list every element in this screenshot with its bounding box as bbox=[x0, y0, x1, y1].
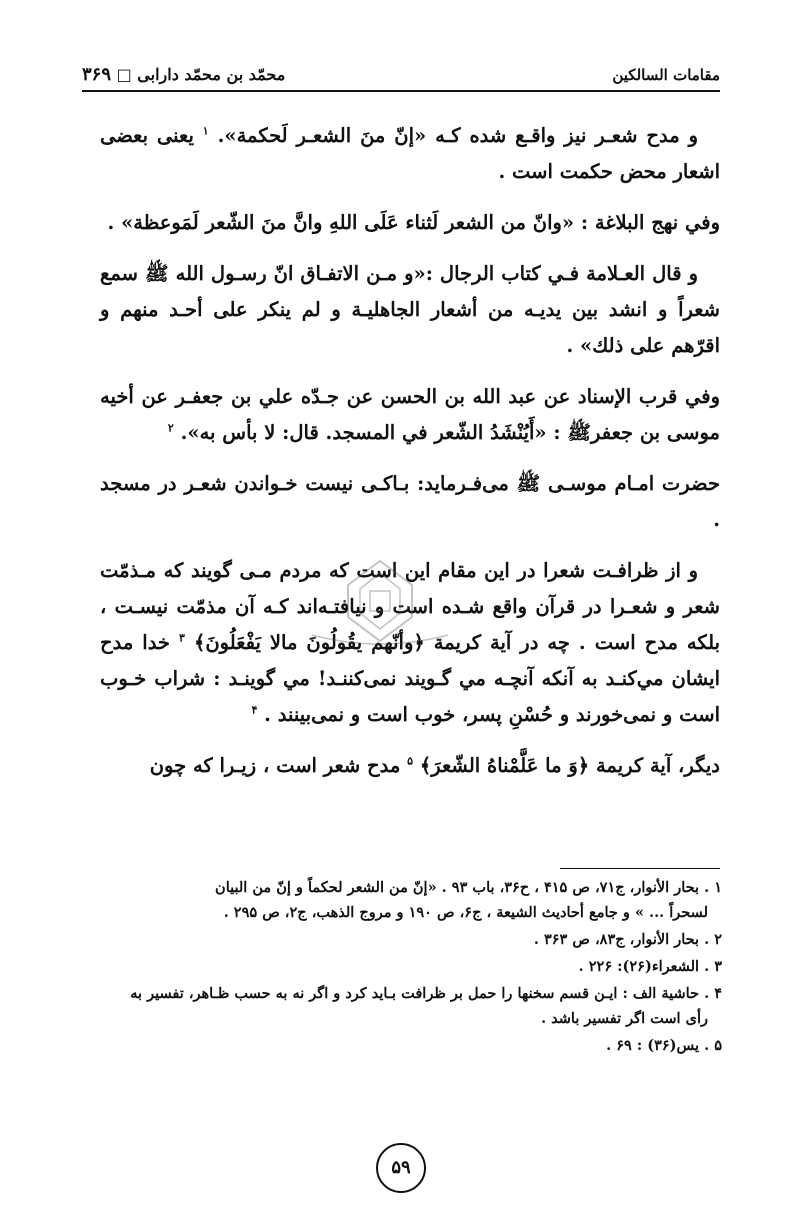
paragraph-text: و از ظرافـت شعرا در اين مقام اين است كه مردم مـی گويند كه مـذمّت شعر و شعـرا در قرآن واقع شـده است و نيافتـه‌اند كـه آن مذمّت نيسـت ، بلكه مدح است . چه در آية كريمة ﴿وأنّهم يقُولُونَ مالا يَفْعَلُونَ﴾ bbox=[100, 559, 721, 654]
main-text bbox=[100, 118, 720, 799]
author-line: محمّد بن محمّد دارابی bbox=[137, 65, 286, 84]
footnote: ۴ . حاشية الف : ايـن قسم سخنها را حمل بر ظرافت بـايد كرد و اگر نه به حسب ظـاهر، تفسير به رأی است اگر تفسير باشد . bbox=[130, 985, 722, 1027]
footnote: ۱ . بحار الأنوار، ج۷۱، ص ۴۱۵ ، ح۳۶، باب ۹۳ . «إنّ من الشعر لحكماً و إنّ من البيان لسحراً ... » و جامع أحاديث الشيعة ، ج۶، ص ۱۹۰ و مروج الذهب، ج۲، ص ۲۹۵ . bbox=[215, 879, 722, 921]
running-header bbox=[82, 60, 720, 92]
paragraph bbox=[100, 256, 720, 364]
paragraph-text: حضرت امـام موسـی ﷺ می‌فـرمايد: بـاکـی نيست خـواندن شعـر در مسجد . bbox=[100, 472, 720, 531]
footnote-ref: ۲ bbox=[167, 421, 174, 435]
footnote: ۵ . يس(۳۶) : ۶۹ . bbox=[606, 1037, 722, 1054]
paragraph bbox=[100, 748, 720, 784]
paragraph-text: ديگر، آية كريمة ﴿وَ ما عَلَّمْناهُ الشّعرَ﴾ bbox=[419, 754, 720, 777]
paragraph-text: و قال العـلامة فـي كتاب الرجال :«و مـن الاتفـاق انّ رسـول الله ﷺ سمع شعراً و انشد بين يديـه من أشعار الجاهليـة و لم ينكر على أحـد منهم و اقرّهم على ذلك» . bbox=[100, 262, 720, 357]
paragraph bbox=[100, 379, 720, 451]
book-title: مقامات السالكين bbox=[612, 66, 720, 84]
footnotes bbox=[100, 875, 722, 1060]
paragraph-text: وفي نهج البلاغة : «وانّ من الشعر لَثناء عَلَى اللهِ وانَّ منَ الشّعر لَمَوعظة» . bbox=[107, 211, 720, 234]
paragraph-text: وفي قرب الإسناد عن عبد الله بن الحسن عن جـدّه علي بن جعفـر عن أخيه موسى بن جعفرﷺ : «أَيُنْشَدُ الشّعر في المسجد. قال: لا بأس به». bbox=[100, 385, 720, 444]
footnote-ref: ۴ bbox=[251, 703, 258, 717]
paragraph-text: و مدح شعـر نیز واقـع شده کـه «إنّ منَ الشعـر لَحكمة». bbox=[217, 124, 698, 147]
paragraph-text: خدا مدح ايشان مي‌كنـد به آنكه آنچـه مي گـويند نمی‌كننـد! مي گوينـد : شراب خـوب است و نمی‌خورند و حُسْنِ پسر، خوب است و نمی‌بينند . bbox=[100, 631, 720, 726]
library-seal-watermark-icon bbox=[300, 555, 460, 655]
header-page-number: ۳۶۹ bbox=[82, 64, 112, 85]
paragraph-text: مدح شعر است ، زيـرا كه چون bbox=[149, 754, 401, 777]
author-and-page bbox=[82, 64, 285, 85]
paragraph bbox=[100, 118, 720, 190]
paragraph bbox=[100, 466, 720, 538]
footnote-ref: ۱ bbox=[202, 124, 209, 138]
footnote-divider bbox=[560, 868, 720, 869]
paragraph bbox=[100, 205, 720, 241]
footnote: ۳ . الشعراء(۲۶): ۲۲۶ . bbox=[578, 958, 722, 975]
footnote-ref: ۳ bbox=[179, 631, 185, 645]
footnote: ۲ . بحار الأنوار، ج۸۳، ص ۳۶۳ . bbox=[533, 931, 722, 948]
separator-square-icon: □ bbox=[116, 65, 132, 84]
paragraph-text: یعنی بعضی اشعار محض حکمت است . bbox=[100, 124, 720, 183]
page-number: ۵۹ bbox=[376, 1143, 426, 1193]
footnote-ref: ۵ bbox=[407, 754, 414, 768]
